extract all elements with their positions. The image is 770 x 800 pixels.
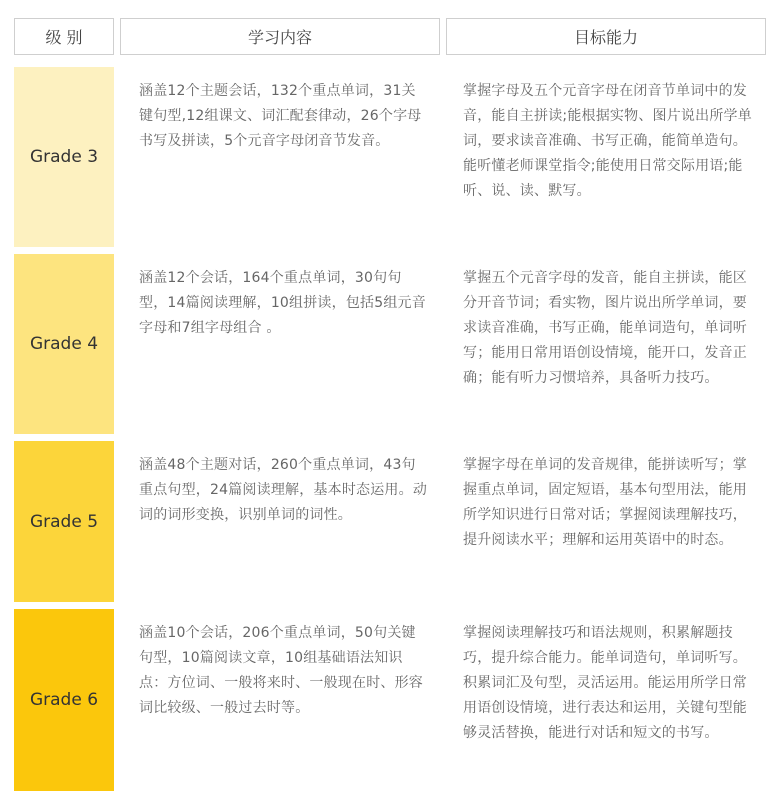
- ability-cell: 掌握阅读理解技巧和语法规则，积累解题技巧，提升综合能力。能单词造句，单词听写。积累词汇及句型，灵活运用。能运用所学日常用语创设情境，进行表达和运用，关键句型能够灵活替换，能进行对话和短文的书写。: [463, 625, 747, 741]
- table-row: [14, 609, 766, 791]
- content-cell: 涵盖12个主题会话，132个重点单词，31关键句型,12组课文、词汇配套律动，26个字母书写及拼读，5个元音字母闭音节发音。: [139, 83, 422, 149]
- ability-cell: 掌握字母及五个元音字母在闭音节单词中的发音，能自主拼读;能根据实物、图片说出所学单词，要求读音准确、书写正确，能简单造句。能听懂老师课堂指令;能使用日常交际用语;能听、说、读、默写。: [463, 83, 752, 199]
- grade-label: Grade 5: [14, 441, 114, 602]
- header-level: 级 别: [14, 18, 114, 55]
- grade-label: Grade 3: [14, 67, 114, 247]
- grade-label: Grade 4: [14, 254, 114, 434]
- ability-cell: 掌握字母在单词的发音规律，能拼读听写；掌握重点单词，固定短语，基本句型用法，能用所学知识进行日常对话；掌握阅读理解技巧，提升阅读水平；理解和运用英语中的时态。: [463, 457, 747, 548]
- table-row: [14, 67, 766, 247]
- header-ability: 目标能力: [446, 18, 766, 55]
- table-row: [14, 254, 766, 434]
- grade-label: Grade 6: [14, 609, 114, 791]
- table-row: [14, 441, 766, 602]
- ability-cell: 掌握五个元音字母的发音，能自主拼读，能区分开音节词；看实物，图片说出所学单词，要求读音准确，书写正确，能单词造句，单词听写；能用日常用语创设情境，能开口，发音正确；能有听力习惯培养，具备听力技巧。: [463, 270, 747, 386]
- header-content: 学习内容: [120, 18, 440, 55]
- content-cell: 涵盖12个会话，164个重点单词，30句句型，14篇阅读理解，10组拼读，包括5组元音字母和7组字母组合 。: [139, 270, 426, 336]
- content-cell: 涵盖48个主题对话，260个重点单词，43句重点句型，24篇阅读理解，基本时态运用。动词的词形变换，识别单词的词性。: [139, 457, 428, 523]
- content-cell: 涵盖10个会话，206个重点单词，50句关键句型，10篇阅读文章，10组基础语法知识点：方位词、一般将来时、一般现在时、形容词比较级、一般过去时等。: [139, 625, 423, 716]
